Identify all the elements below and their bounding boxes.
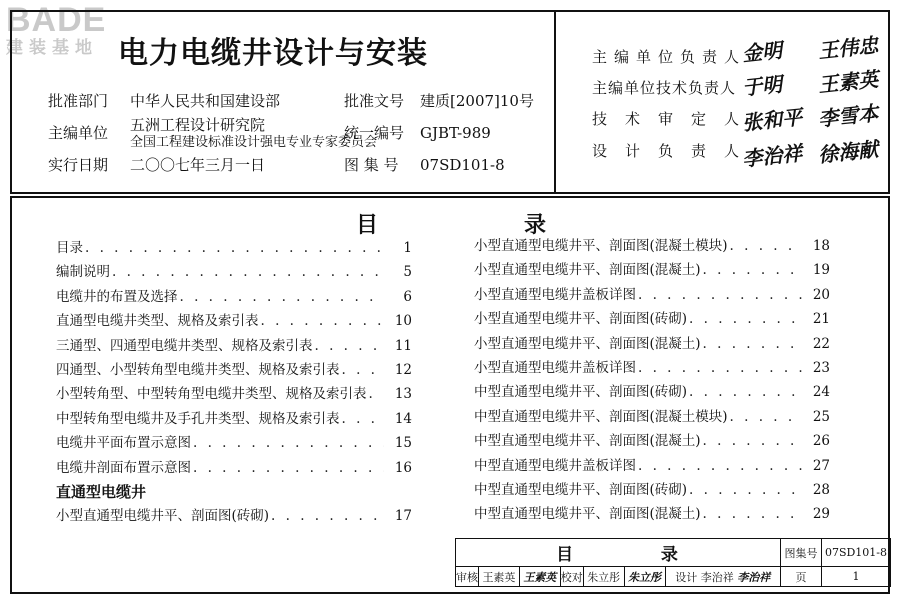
design-signature: 李治祥 [737, 570, 771, 584]
toc-entry-title: 小型直通型电缆井平、剖面图(砖砌) [474, 311, 688, 328]
toc-entry-leader [701, 429, 802, 453]
logo-main-text: BADE [6, 1, 107, 39]
signature-2a: 于明 [741, 71, 784, 101]
toc-entry-page: 13 [394, 386, 412, 403]
doc-value: 建质[2007]10号 [420, 92, 534, 110]
toc-entry-leader [687, 307, 802, 331]
toc-entry-page: 15 [394, 435, 412, 452]
toc-entry[interactable] [474, 454, 830, 478]
title-block [455, 538, 891, 587]
signature-4a: 李治祥 [741, 140, 804, 172]
toc-entry-title: 中型转角型电缆井及手孔井类型、规格及索引表 [56, 410, 340, 427]
doc-label: 批准文号 [344, 92, 405, 110]
toc-entry-leader [636, 356, 802, 380]
titleblock-atlas-label: 图集号 [781, 539, 822, 567]
toc-entry-title: 四通型、小型转角型电缆井类型、规格及索引表 [56, 361, 340, 378]
signature-1a: 金明 [741, 37, 784, 67]
toc-entry-leader [636, 454, 802, 478]
toc-right-column [474, 234, 830, 527]
toc-entry-page: 22 [812, 335, 830, 352]
page-title: 电力电缆井设计与安装 [118, 36, 428, 71]
role-tech-reviewer: 技术审定人 [592, 110, 758, 128]
signature-4b: 徐海献 [817, 136, 880, 168]
toc-entry-page: 19 [812, 262, 830, 279]
toc-entry-page: 28 [812, 481, 830, 498]
toc-entry-page: 16 [394, 459, 412, 476]
toc-entry-title: 小型直通型电缆井平、剖面图(混凝土模块) [474, 238, 728, 254]
toc-entry-page: 1 [403, 240, 412, 256]
toc-entry-title: 小型转角型、中型转角型电缆井类型、规格及索引表 [56, 386, 367, 403]
toc-entry-page: 6 [403, 288, 412, 305]
toc-entry-leader [701, 332, 802, 356]
toc-entry-leader [728, 234, 802, 258]
toc-entry[interactable] [56, 285, 412, 309]
logo-sub-text: 建装基地 [6, 38, 98, 57]
toc-entry-page: 26 [812, 433, 830, 450]
titleblock-name-right: 录 [660, 545, 680, 565]
toc-entry-page: 12 [394, 361, 412, 378]
toc-entry-page: 24 [812, 384, 830, 401]
role-tech-chief: 主编单位技术负责人 [592, 79, 737, 97]
toc-entry[interactable] [474, 405, 830, 429]
toc-entry-leader [728, 405, 802, 429]
toc-entry[interactable] [474, 502, 830, 526]
date-label: 实行日期 [48, 156, 109, 174]
toc-entry-page: 11 [394, 337, 412, 354]
toc-entry-title: 小型直通型电缆井盖板详图 [474, 359, 636, 376]
toc-entry[interactable] [56, 504, 412, 528]
toc-entry-title: 小型直通型电缆井平、剖面图(砖砌) [56, 508, 270, 525]
toc-entry-page: 21 [812, 311, 830, 328]
toc-entry[interactable] [56, 407, 412, 431]
toc-entry[interactable] [474, 258, 830, 282]
toc-entry-page: 14 [394, 410, 412, 427]
toc-entry-page: 20 [812, 286, 830, 303]
toc-entry-title: 编制说明 [56, 264, 110, 281]
code-value: GJBT-989 [420, 124, 491, 142]
signature-1b: 王伟忠 [817, 32, 880, 64]
toc-entry-title: 中型直通型电缆井平、剖面图(混凝土) [474, 433, 701, 450]
toc-entry[interactable] [56, 309, 412, 333]
toc-entry[interactable] [56, 431, 412, 455]
toc-entry[interactable] [56, 236, 412, 260]
toc-entry[interactable] [474, 478, 830, 502]
toc-entry-title: 电缆井剖面布置示意图 [56, 459, 191, 476]
atlas-value: 07SD101-8 [420, 156, 505, 174]
toc-entry-leader [259, 309, 385, 333]
approval-value: 中华人民共和国建设部 [130, 92, 281, 110]
page-value: 1 [822, 567, 891, 587]
toc-entry-leader [110, 260, 384, 284]
toc-entry-leader [701, 502, 802, 526]
toc-entry[interactable] [56, 334, 412, 358]
date-value: 二〇〇七年三月一日 [130, 156, 266, 174]
toc-entry-leader [701, 258, 802, 282]
toc-entry-leader [687, 380, 802, 404]
titleblock-name-left: 目 [556, 545, 576, 565]
toc-entry-leader [367, 382, 385, 406]
role-chief-editor: 主编单位负责人 [592, 48, 747, 66]
design-label: 设计 [675, 570, 698, 584]
toc-section-title: 直通型电缆井 [56, 482, 147, 501]
toc-entry-page: 29 [812, 506, 830, 523]
page-label: 页 [781, 567, 822, 587]
titleblock-name [456, 539, 781, 567]
titleblock-atlas-value: 07SD101-8 [822, 539, 891, 567]
check-name: 朱立彤 [583, 567, 624, 587]
signature-3a: 张和平 [741, 104, 804, 136]
toc-entry-leader [340, 358, 385, 382]
toc-entry-title: 电缆井的布置及选择 [56, 288, 178, 305]
toc-entry[interactable] [474, 234, 830, 258]
toc-entry-leader [191, 431, 384, 455]
editor-value-1: 五洲工程设计研究院 [130, 116, 266, 134]
toc-entry[interactable] [474, 380, 830, 404]
toc-entry-page: 25 [812, 408, 830, 425]
toc-entry-title: 目录 [56, 240, 83, 256]
toc-heading-left: 目 [356, 212, 381, 238]
toc-entry-leader [313, 334, 385, 358]
review-name: 王素英 [479, 567, 520, 587]
toc-heading-right: 录 [524, 212, 549, 238]
toc-entry-page: 23 [812, 359, 830, 376]
editor-label: 主编单位 [48, 124, 109, 142]
toc-entry[interactable] [474, 429, 830, 453]
toc-entry-page: 10 [394, 313, 412, 330]
toc-entry[interactable] [56, 382, 412, 406]
toc-entry[interactable] [56, 456, 412, 480]
editor-value-2: 全国工程建设标准设计强电专业专家委员会 [130, 135, 378, 150]
toc-entry-title: 中型直通型电缆井平、剖面图(混凝土模块) [474, 408, 728, 425]
toc-entry-title: 电缆井平面布置示意图 [56, 435, 191, 452]
toc-entry-title: 小型直通型电缆井盖板详图 [474, 286, 636, 303]
toc-entry-title: 中型直通型电缆井盖板详图 [474, 457, 636, 474]
toc-entry-leader [340, 407, 385, 431]
code-label: 统一编号 [344, 124, 405, 142]
toc-entry-title: 中型直通型电缆井平、剖面图(砖砌) [474, 384, 688, 401]
toc-entry[interactable] [56, 358, 412, 382]
signature-3b: 李雪本 [817, 100, 880, 132]
toc-entry-title: 中型直通型电缆井平、剖面图(混凝土) [474, 506, 701, 523]
toc-entry[interactable] [474, 332, 830, 356]
toc-entry-title: 小型直通型电缆井平、剖面图(混凝土) [474, 335, 701, 352]
toc-entry-leader [178, 285, 385, 309]
toc-entry-page: 18 [812, 238, 830, 254]
toc-entry-page: 27 [812, 457, 830, 474]
toc-entry-page: 17 [394, 508, 412, 525]
toc-entry[interactable] [474, 283, 830, 307]
toc-left-column [56, 236, 412, 529]
toc-entry-page: 5 [403, 264, 412, 281]
toc-entry-title: 三通型、四通型电缆井类型、规格及索引表 [56, 337, 313, 354]
toc-entry-leader [191, 456, 384, 480]
toc-entry-title: 小型直通型电缆井平、剖面图(混凝土) [474, 262, 701, 279]
toc-entry-title: 中型直通型电缆井平、剖面图(砖砌) [474, 481, 688, 498]
review-label: 审核 [456, 567, 479, 587]
toc-entry-title: 直通型电缆井类型、规格及索引表 [56, 313, 259, 330]
toc-entry[interactable] [474, 356, 830, 380]
design-name: 李治祥 [700, 570, 734, 584]
check-signature: 朱立彤 [624, 567, 665, 587]
approval-label: 批准部门 [48, 92, 109, 110]
design-cell [665, 567, 781, 587]
toc-entry-leader [687, 478, 802, 502]
check-label: 校对 [560, 567, 583, 587]
toc-entry[interactable] [56, 260, 412, 284]
role-design-lead: 设计负责人 [592, 142, 758, 160]
toc-entry[interactable] [474, 307, 830, 331]
signature-2b: 王素英 [817, 66, 880, 98]
toc-entry-leader [269, 504, 384, 528]
toc-entry-leader [636, 283, 802, 307]
toc-entry-leader [83, 236, 384, 260]
review-signature: 王素英 [519, 567, 560, 587]
atlas-label: 图 集 号 [344, 156, 399, 174]
